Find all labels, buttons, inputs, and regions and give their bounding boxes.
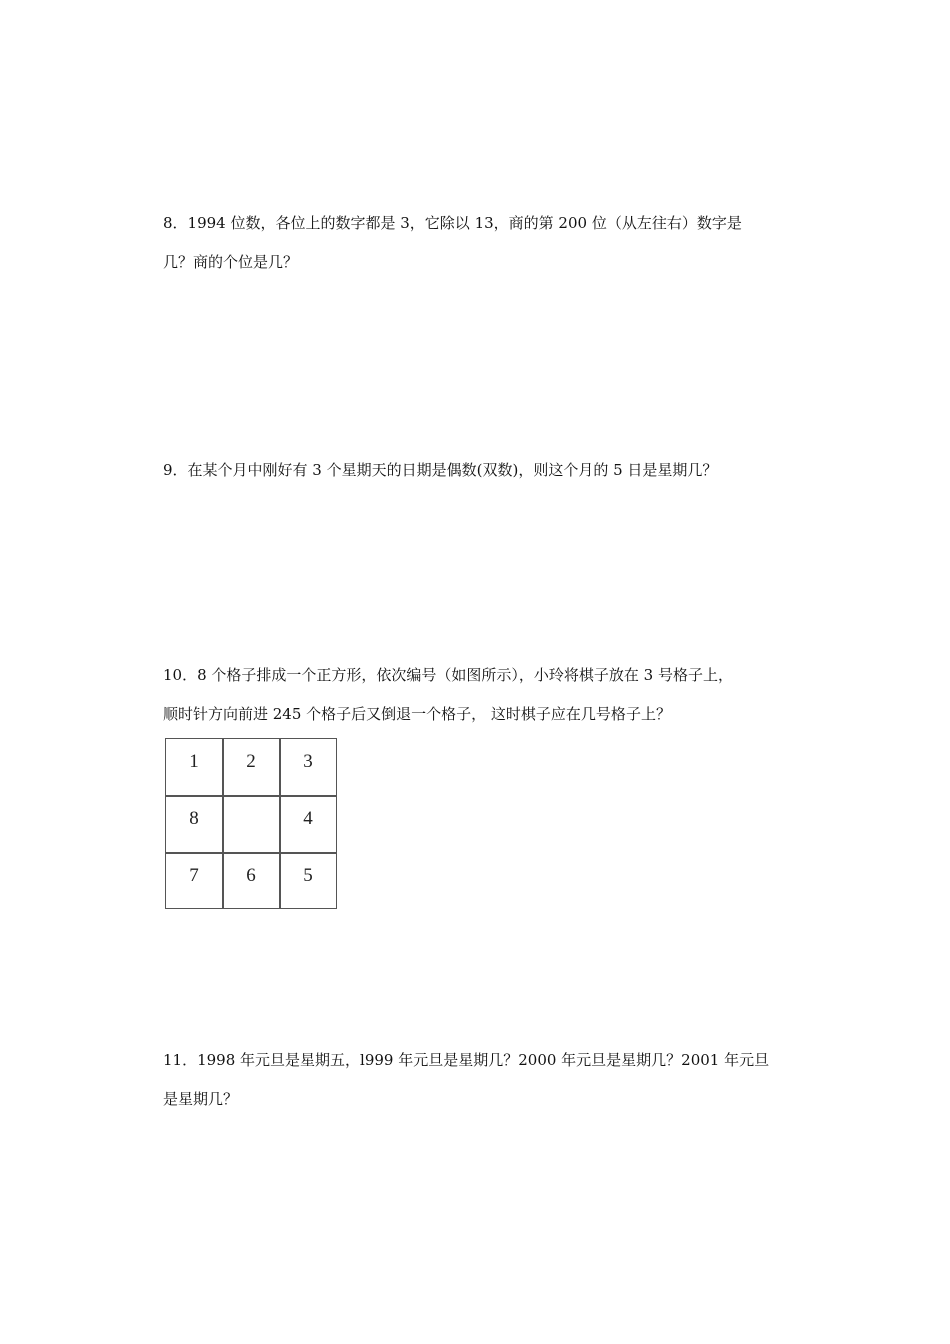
question-11-line-2: 是星期几？: [163, 1090, 239, 1108]
question-10-line-2: 顺时针方向前进 245 个格子后又倒退一个格子， 这时棋子应在几号格子上？: [163, 705, 671, 723]
question-11-line-1: 11．1998 年元旦是星期五，l999 年元旦是星期几？2000 年元旦是星期几？2001 年元旦: [163, 1051, 770, 1069]
grid-cell: 5: [303, 865, 313, 886]
grid-cell: 1: [189, 751, 199, 772]
question-9-line-1: 9．在某个月中刚好有 3 个星期天的日期是偶数(双数)，则这个月的 5 日是星期几？: [163, 461, 718, 479]
grid-cell: 7: [189, 865, 199, 886]
numbered-grid-figure: [165, 738, 337, 909]
grid-cell-empty: [223, 796, 279, 852]
question-8-line-2: 几？商的个位是几？: [163, 253, 299, 271]
question-8-line-1: 8．1994 位数，各位上的数字都是 3，它除以 13，商的第 200 位（从左往右）数字是: [163, 214, 742, 232]
question-10-line-1: 10．8 个格子排成一个正方形，依次编号（如图所示），小玲将棋子放在 3 号格子上，: [163, 666, 733, 684]
grid-cell: 4: [303, 808, 313, 829]
grid-cell: 2: [246, 751, 256, 772]
grid-cell: 6: [246, 865, 256, 886]
grid-cell: 8: [189, 808, 199, 829]
grid-cell: 3: [303, 751, 313, 772]
